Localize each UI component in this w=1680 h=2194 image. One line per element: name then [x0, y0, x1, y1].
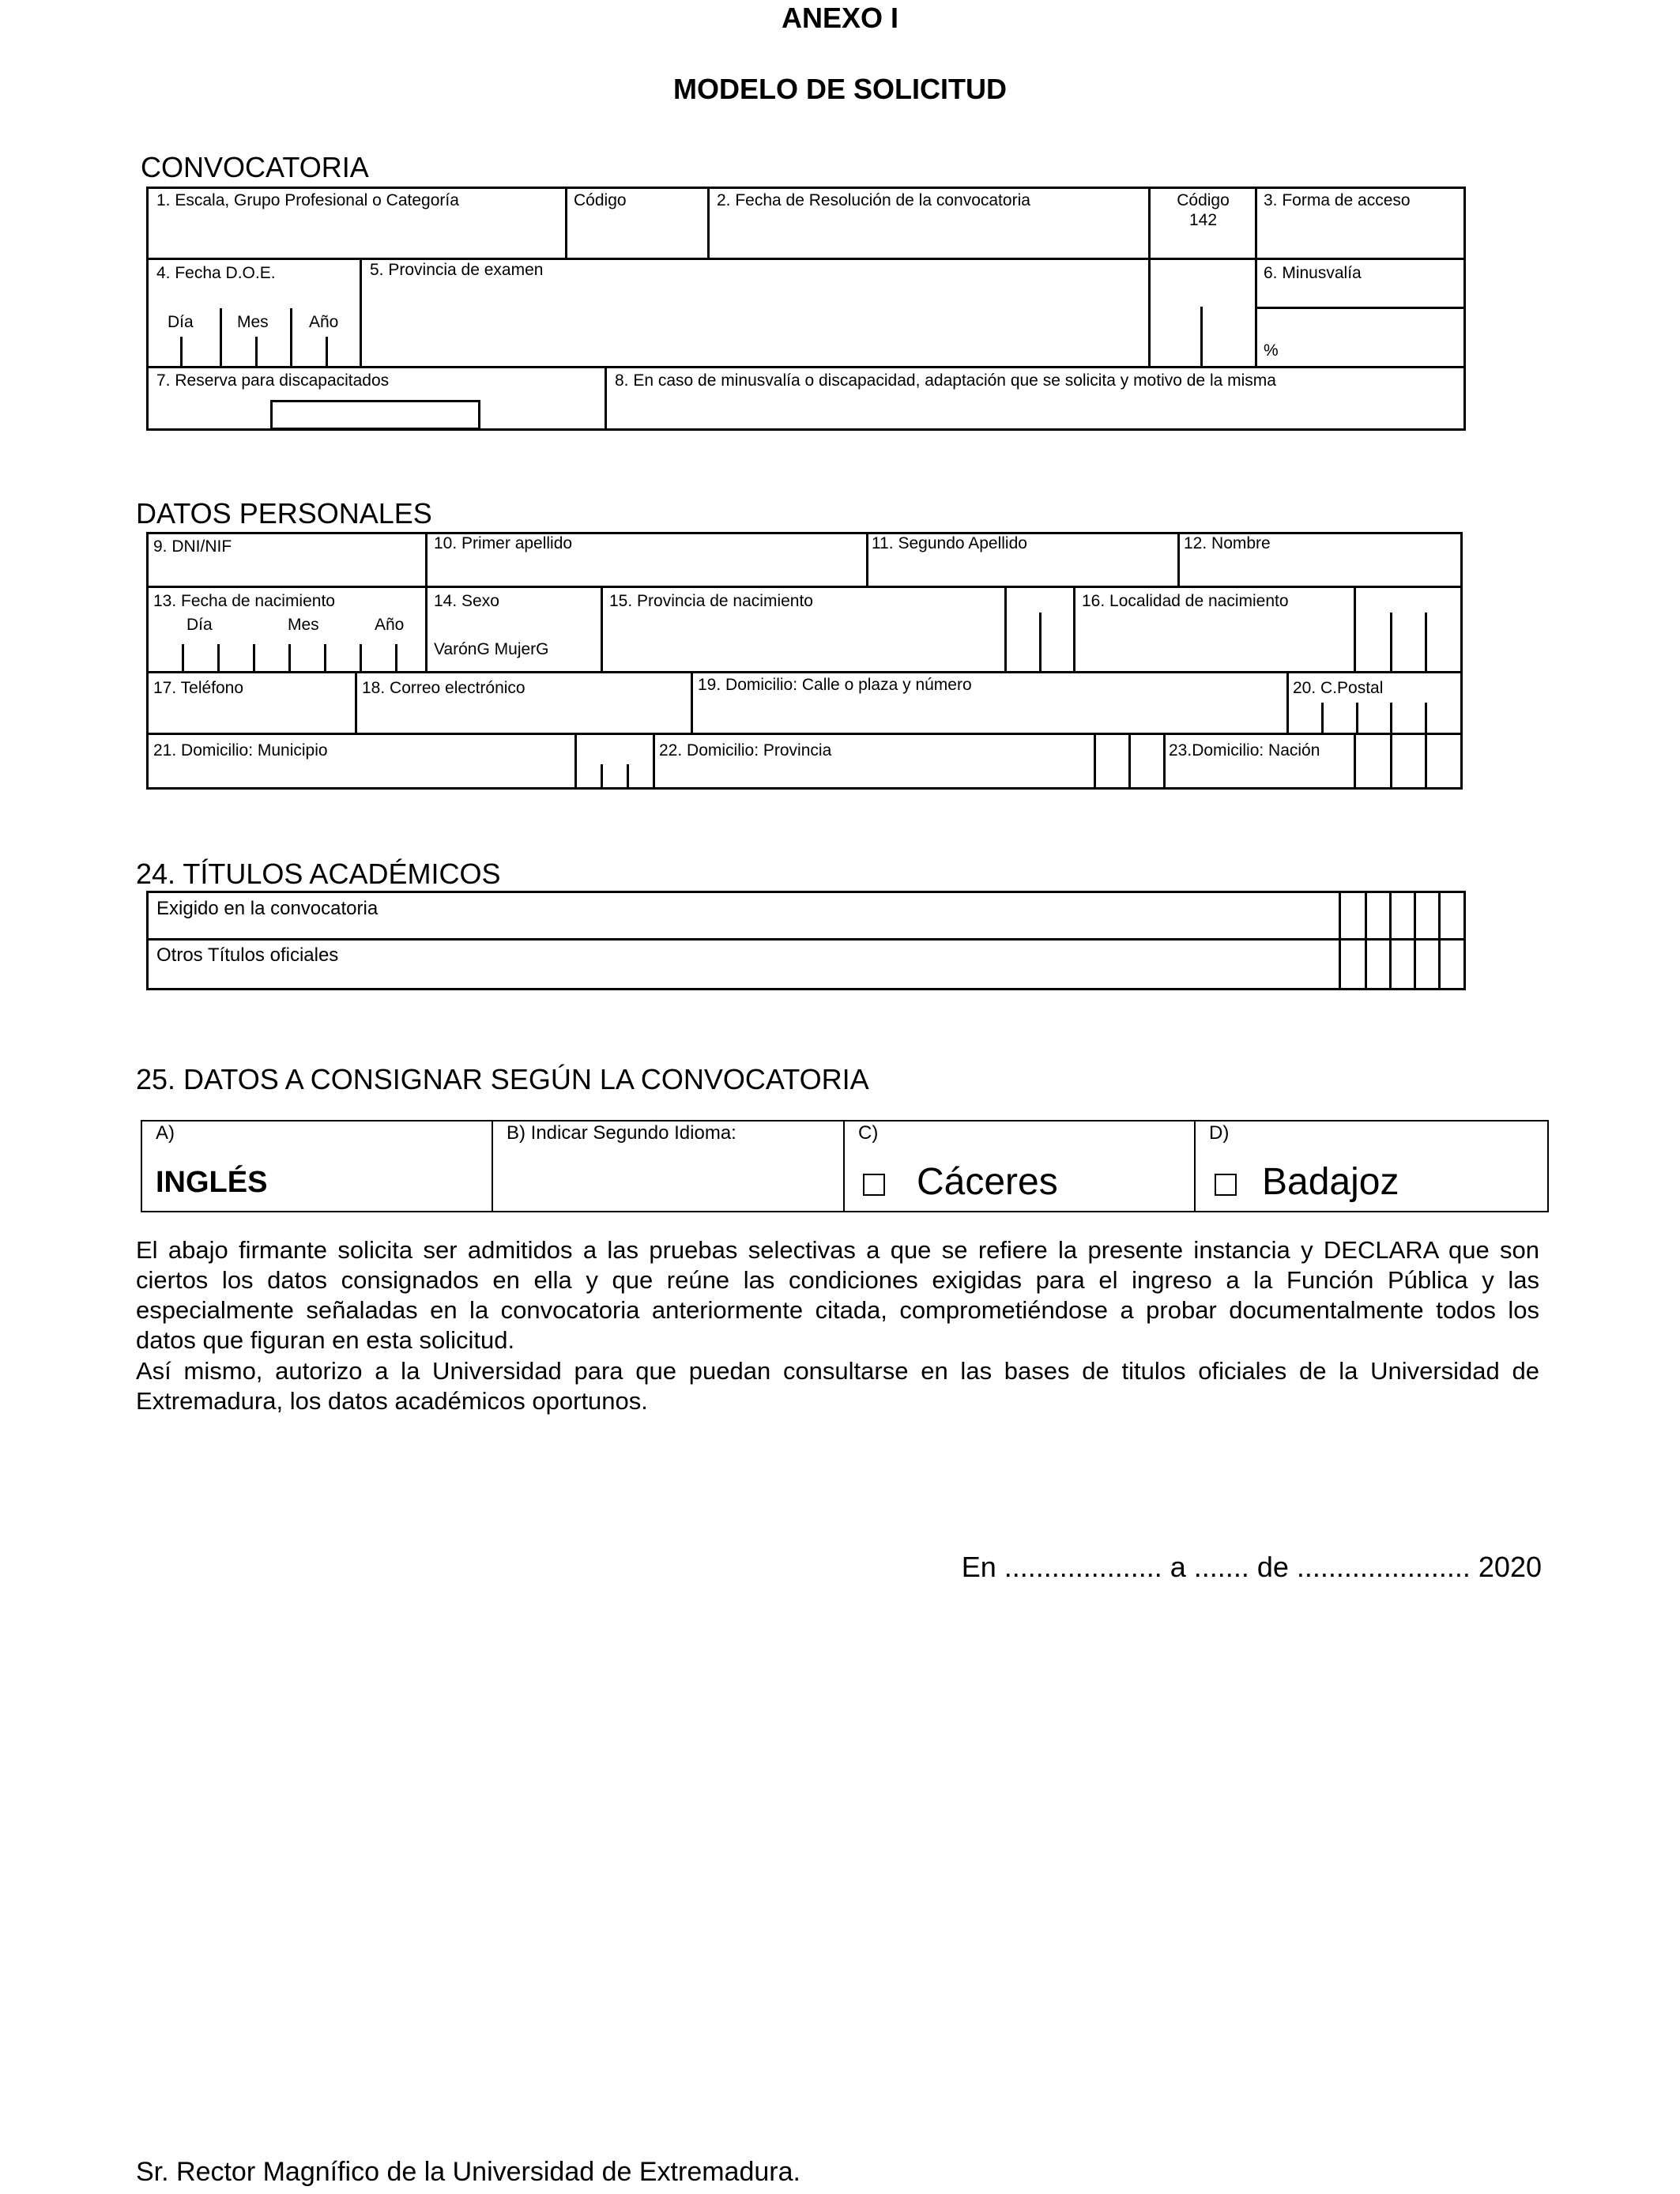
option-c-label: C) — [858, 1122, 879, 1144]
doe-anio-label: Año — [309, 313, 339, 331]
convocatoria-heading: CONVOCATORIA — [141, 151, 369, 183]
field-fecha-doe-label: 4. Fecha D.O.E. — [156, 264, 276, 282]
field-reserva-label: 7. Reserva para discapacitados — [156, 371, 390, 390]
doe-dia-label: Día — [168, 313, 194, 331]
field-provincia-examen-label: 5. Provincia de examen — [370, 261, 544, 279]
nacimiento-dia-label: Día — [186, 616, 213, 634]
sexo-options[interactable]: VarónG MujerG — [434, 640, 549, 658]
option-d-label: D) — [1209, 1122, 1230, 1144]
field-localidad-nacimiento-label: 16. Localidad de nacimiento — [1082, 592, 1289, 610]
datos-personales-heading: DATOS PERSONALES — [136, 497, 432, 530]
declaration-text: El abajo firmante solicita ser admitidos a las pruebas selectivas a que se refiere la presente instancia y DECLARA que son ciertos los datos consignados en ella y que reúne las condiciones exigidas para el ingreso a la Función Pública y las especialmente señaladas en la convocatoria anteriormente citada, comprometiéndose a probar documentalmente todos los datos que figuran en esta solicitud. — [136, 1236, 1539, 1354]
reserva-checkbox[interactable] — [270, 400, 480, 430]
titulo-otros-label: Otros Títulos oficiales — [156, 944, 339, 966]
field-codigo-label: Código — [574, 191, 627, 209]
caceres-checkbox[interactable] — [863, 1174, 885, 1196]
authorization-text: Así mismo, autorizo a la Universidad para que puedan consultarse en las bases de titulos oficiales de la Universidad de Extremadura, los datos académicos oportunos. — [136, 1357, 1539, 1415]
field-provincia-domicilio-label: 22. Domicilio: Provincia — [659, 741, 832, 760]
place-date-line: En .................... a ....... de ...................... 2020 — [961, 1551, 1542, 1583]
field-provincia-nacimiento-label: 15. Provincia de nacimiento — [609, 592, 813, 610]
badajoz-checkbox[interactable] — [1215, 1174, 1237, 1196]
field-domicilio-calle-label: 19. Domicilio: Calle o plaza y número — [698, 676, 972, 694]
field-municipio-label: 21. Domicilio: Municipio — [153, 741, 328, 760]
field-fecha-nacimiento-label: 13. Fecha de nacimiento — [153, 592, 335, 610]
field-codigo2-value: 142 — [1188, 211, 1218, 229]
nacimiento-mes-label: Mes — [288, 616, 319, 634]
field-nombre-label: 12. Nombre — [1184, 534, 1271, 552]
field-escala-label: 1. Escala, Grupo Profesional o Categoría — [156, 191, 459, 209]
doe-mes-label: Mes — [237, 313, 269, 331]
field-segundo-apellido-label: 11. Segundo Apellido — [872, 534, 1027, 552]
field-fecha-resolucion-label: 2. Fecha de Resolución de la convocatoria — [717, 191, 1030, 209]
titulos-heading: 24. TÍTULOS ACADÉMICOS — [136, 858, 501, 890]
document-subtitle: MODELO DE SOLICITUD — [673, 73, 1007, 105]
field-adaptacion-label: 8. En caso de minusvalía o discapacidad, adaptación que se solicita y motivo de la misma — [615, 371, 1276, 390]
minusvalia-percent: % — [1264, 341, 1279, 360]
titulo-exigido-label: Exigido en la convocatoria — [156, 898, 379, 919]
field-forma-acceso-label: 3. Forma de acceso — [1264, 191, 1411, 209]
field-minusvalia-label: 6. Minusvalía — [1264, 264, 1362, 282]
option-b-label: B) Indicar Segundo Idioma: — [507, 1122, 736, 1144]
nacimiento-anio-label: Año — [375, 616, 405, 634]
field-primer-apellido-label: 10. Primer apellido — [434, 534, 573, 552]
field-dni-label: 9. DNI/NIF — [153, 537, 232, 556]
addressee: Sr. Rector Magnífico de la Universidad de Extremadura. — [136, 2157, 800, 2187]
datos25-heading: 25. DATOS A CONSIGNAR SEGÚN LA CONVOCATORIA — [136, 1063, 869, 1095]
field-cpostal-label: 20. C.Postal — [1293, 679, 1384, 697]
field-correo-label: 18. Correo electrónico — [362, 679, 525, 697]
option-a-label: A) — [156, 1122, 175, 1144]
option-c-value: Cáceres — [917, 1161, 1058, 1203]
field-codigo2-label: Código — [1177, 191, 1230, 209]
field-nacion-label: 23.Domicilio: Nación — [1169, 741, 1320, 760]
option-d-value: Badajoz — [1262, 1161, 1399, 1203]
document-title: ANEXO I — [781, 2, 899, 34]
field-sexo-label: 14. Sexo — [434, 592, 499, 610]
field-telefono-label: 17. Teléfono — [153, 679, 244, 697]
option-a-value: INGLÉS — [156, 1166, 268, 1199]
